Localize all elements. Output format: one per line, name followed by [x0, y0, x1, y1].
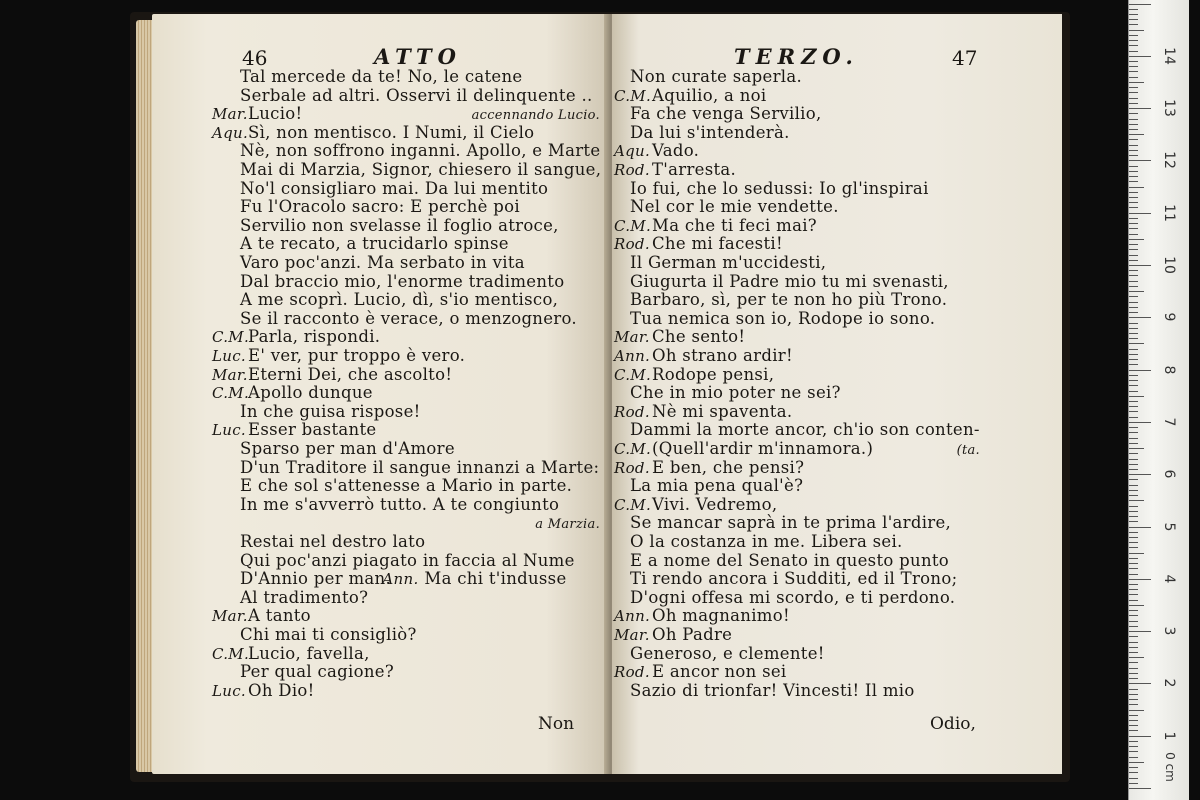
ruler-tick [1129, 129, 1138, 130]
ruler-tick [1129, 40, 1138, 41]
ruler-tick [1129, 265, 1151, 266]
speaker-label: C.M. [614, 440, 652, 458]
ruler-tick [1129, 605, 1144, 606]
ruler-tick [1129, 652, 1138, 653]
ruler-tick [1129, 689, 1138, 690]
ruler-number: 11 [1161, 203, 1177, 222]
ruler-tick [1129, 401, 1138, 402]
ruler-tick [1129, 636, 1138, 637]
ruler-tick [1129, 375, 1138, 376]
catchword: Non [538, 714, 575, 734]
ruler-number: 2 [1161, 678, 1177, 688]
ruler-tick [1129, 155, 1138, 156]
page-number-left: 46 [242, 46, 268, 70]
ruler-number: 9 [1161, 312, 1177, 322]
ruler-tick [1129, 464, 1138, 465]
ruler-tick [1129, 746, 1138, 747]
ruler-tick [1129, 207, 1138, 208]
speaker-label: Ann. [382, 570, 419, 589]
verse-line: Apollo dunque [248, 383, 373, 403]
ruler-tick [1129, 568, 1138, 569]
ruler-tick [1129, 547, 1138, 548]
right-page [612, 14, 1062, 774]
ruler-tick [1129, 694, 1138, 695]
speaker-label: Mar. [614, 328, 650, 347]
ruler-number: 1 [1161, 731, 1177, 741]
speaker-label: C.M. [212, 644, 250, 663]
speaker-label: Rod. [614, 235, 650, 254]
verse-line: Nè mi spaventa. [652, 401, 793, 421]
ruler-number: 10 [1161, 256, 1177, 274]
ruler-tick [1129, 757, 1138, 758]
ruler-tick [1129, 35, 1138, 36]
ruler-tick [1129, 720, 1138, 721]
ruler-number: 12 [1161, 151, 1177, 170]
ruler-tick [1129, 417, 1138, 418]
ruler-tick [1129, 683, 1151, 684]
ruler-tick [1129, 181, 1138, 182]
ruler-tick [1129, 92, 1138, 93]
ruler-tick [1129, 333, 1138, 334]
ruler-tick [1129, 286, 1138, 287]
verse-line: Aquilio, a noi [652, 85, 767, 105]
ruler-tick [1129, 4, 1151, 5]
ruler-tick [1129, 171, 1138, 172]
ruler-tick [1129, 103, 1138, 104]
ruler-tick [1129, 422, 1151, 423]
ruler-tick [1129, 479, 1138, 480]
ruler-tick [1129, 187, 1144, 188]
ruler-tick [1129, 495, 1138, 496]
ruler-tick [1129, 385, 1138, 386]
verse-line: Parla, rispondi. [248, 327, 381, 347]
verse-line: Lucio! [248, 104, 303, 124]
ruler-tick [1129, 406, 1138, 407]
verse-line: Ma che ti feci mai? [652, 215, 817, 235]
ruler-tick [1129, 642, 1138, 643]
ruler-tick [1129, 14, 1138, 15]
verse-line: Per qual cagione? [240, 662, 394, 682]
ruler-tick [1129, 359, 1138, 360]
verse-line: Tal mercede da te! No, le catene [240, 67, 523, 86]
ruler-tick [1129, 270, 1138, 271]
ruler-tick [1129, 317, 1151, 318]
ruler-tick [1129, 506, 1138, 507]
verse-line: Oh strano ardir! [652, 346, 793, 365]
ruler-tick [1129, 98, 1138, 99]
ruler-tick [1129, 312, 1138, 313]
verse-line: Barbaro, sì, per te non ho più Trono. [630, 290, 948, 310]
ruler-tick [1129, 772, 1138, 773]
ruler-tick [1129, 45, 1138, 46]
ruler-number: 6 [1161, 469, 1177, 479]
speaker-label: Luc. [212, 681, 246, 700]
ruler-tick [1129, 432, 1138, 433]
speaker-label: C.M. [212, 328, 250, 347]
ruler-tick [1129, 474, 1151, 475]
ruler-tick [1129, 160, 1151, 161]
verse-line: Oh magnanimo! [652, 606, 790, 626]
ruler-tick [1129, 589, 1138, 590]
ruler-tick [1129, 56, 1151, 57]
verse-line: Io fui, che lo sedussi: Io gl'inspirai [630, 178, 929, 198]
ruler-tick [1129, 281, 1138, 282]
speaker-label: Mar. [212, 365, 248, 384]
verse-line: T'arresta. [652, 160, 737, 179]
ruler-tick [1129, 631, 1151, 632]
ruler-tick [1129, 119, 1138, 120]
running-header-left: ATTO [374, 44, 462, 69]
ruler-tick [1129, 621, 1138, 622]
ruler-tick [1129, 223, 1138, 224]
ruler-tick [1129, 527, 1151, 528]
ruler-tick [1129, 239, 1144, 240]
verse-line: E che sol s'attenesse a Mario in parte. [240, 476, 573, 496]
verse-line: E ancor non sei [652, 662, 787, 682]
ruler-tick [1129, 249, 1138, 250]
ruler-tick [1129, 579, 1151, 580]
speaker-label: C.M. [614, 495, 652, 514]
speaker-label: Luc. [212, 347, 246, 365]
speaker-label: Ann. [614, 347, 651, 365]
speaker-label: Aqu. [614, 142, 651, 161]
ruler-tick [1129, 244, 1138, 245]
speaker-label: Rod. [614, 402, 650, 421]
ruler-tick [1129, 610, 1138, 611]
ruler-tick [1129, 82, 1144, 83]
ruler-tick [1129, 532, 1138, 533]
verse-line: Che sento! [652, 327, 746, 347]
measuring-ruler [1128, 0, 1189, 800]
speaker-label: C.M. [614, 216, 652, 235]
ruler-tick [1129, 704, 1138, 705]
ruler-tick [1129, 600, 1138, 601]
ruler-tick [1129, 296, 1138, 297]
ruler-tick [1129, 762, 1144, 763]
ruler-tick [1129, 668, 1138, 669]
verse-line: In me s'avverrò tutto. A te congiunto [240, 494, 560, 514]
verse-line: Esser bastante [248, 420, 377, 440]
ruler-tick [1129, 511, 1138, 512]
verse-line: Tua nemica son io, Rodope io sono. [630, 308, 936, 328]
ruler-number: 7 [1161, 417, 1177, 427]
verse-line: Chi mai ti consigliò? [240, 625, 417, 644]
page-number-right: 47 [952, 46, 978, 70]
ruler-tick [1129, 218, 1138, 219]
ruler-tick [1129, 741, 1138, 742]
verse-line: Serbale ad altri. Osservi il delinquente .. [240, 85, 593, 105]
ruler-tick [1129, 150, 1138, 151]
speaker-label: C.M. [614, 86, 652, 105]
ruler-tick [1129, 715, 1138, 716]
verse-line: Eterni Dei, che ascolto! [248, 364, 453, 384]
ruler-tick [1129, 500, 1144, 501]
speaker-label: C.M. [212, 384, 250, 403]
ruler-tick [1129, 202, 1138, 203]
ruler-tick [1129, 323, 1138, 324]
ruler-tick [1129, 459, 1138, 460]
verse-line: Da lui s'intenderà. [630, 122, 790, 142]
ruler-tick [1129, 343, 1144, 344]
ruler-tick [1129, 9, 1138, 10]
ruler-tick [1129, 19, 1138, 20]
ruler-tick [1129, 788, 1151, 789]
verse-line: Sparso per man d'Amore [240, 439, 455, 458]
ruler-tick [1129, 778, 1138, 779]
ruler-tick [1129, 730, 1138, 731]
ruler-tick [1129, 516, 1138, 517]
ruler-tick [1129, 584, 1138, 585]
verse-line: A me scoprì. Lucio, dì, s'io mentisco, [240, 290, 559, 310]
ruler-tick [1129, 427, 1138, 428]
ruler-tick [1129, 626, 1138, 627]
verse-line: Generoso, e clemente! [630, 643, 825, 663]
verse-line: D'ogni offesa mi scordo, e ti perdono. [630, 587, 956, 607]
ruler-tick [1129, 558, 1138, 559]
verse-line: Nel cor le mie vendette. [630, 197, 839, 217]
speaker-label: Mar. [212, 607, 248, 626]
speaker-label: Rod. [614, 161, 650, 179]
verse-line: La mia pena qual'è? [630, 476, 804, 496]
ruler-tick [1129, 662, 1138, 663]
ruler-number: 3 [1161, 626, 1177, 636]
ruler-tick [1129, 213, 1151, 214]
ruler-tick [1129, 380, 1138, 381]
ruler-tick [1129, 767, 1138, 768]
ruler-tick [1129, 307, 1138, 308]
verse-line: Dal braccio mio, l'enorme tradimento [240, 271, 565, 291]
catchword: Odio, [930, 714, 976, 734]
stage-direction: a Marzia. [535, 517, 600, 533]
verse-line: Rodope pensi, [652, 364, 775, 384]
ruler-tick [1129, 139, 1138, 140]
verse-line: A tanto [248, 606, 311, 626]
ruler-number: 14 [1161, 46, 1177, 65]
verse-line: Lucio, favella, [248, 643, 370, 663]
ruler-tick [1129, 469, 1138, 470]
verse-line: Giugurta il Padre mio tu mi svenasti, [630, 271, 949, 291]
ruler-tick [1129, 354, 1138, 355]
verse-line: Oh Dio! [248, 680, 315, 700]
speaker-label: C.M. [614, 365, 652, 384]
ruler-tick [1129, 71, 1138, 72]
ruler-tick [1129, 338, 1138, 339]
verse-line: Il German m'uccidesti, [630, 253, 827, 272]
ruler-tick [1129, 349, 1138, 350]
verse-line: Oh Padre [652, 625, 733, 644]
ruler-tick [1129, 302, 1138, 303]
speaker-label: Mar. [614, 626, 650, 644]
verse-line: Fu l'Oracolo sacro: E perchè poi [240, 197, 520, 217]
ruler-number: 5 [1161, 522, 1177, 531]
ruler-tick [1129, 574, 1138, 575]
running-header-right: TERZO. [734, 44, 859, 69]
ruler-tick [1129, 176, 1138, 177]
ruler-tick [1129, 438, 1138, 439]
ruler-tick [1129, 783, 1138, 784]
verse-line: Al tradimento? [240, 587, 369, 607]
verse-line: Vivi. Vedremo, [652, 494, 778, 514]
ruler-tick [1129, 751, 1138, 752]
ruler-tick [1129, 553, 1144, 554]
ruler-tick [1129, 443, 1138, 444]
ruler-tick [1129, 61, 1138, 62]
ruler-tick [1129, 51, 1138, 52]
verse-line: Servilio non svelasse il foglio atroce, [240, 215, 559, 235]
ruler-tick [1129, 113, 1138, 114]
verse-line: Fa che venga Servilio, [630, 104, 822, 124]
ruler-tick [1129, 108, 1151, 109]
verse-line: Restai nel destro lato [240, 532, 426, 551]
left-page [152, 14, 610, 774]
ruler-tick [1129, 255, 1138, 256]
stage-direction: (ta. [956, 443, 980, 458]
ruler-tick [1129, 234, 1138, 235]
verse-line: Che in mio poter ne sei? [630, 383, 841, 403]
verse-line: No'l consigliaro mai. Da lui mentito [240, 178, 549, 198]
ruler-tick [1129, 124, 1138, 125]
ruler-tick [1129, 453, 1138, 454]
speaker-label: Luc. [212, 421, 246, 440]
verse-line: O la costanza in me. Libera sei. [630, 532, 903, 551]
verse-line: E a nome del Senato in questo punto [630, 550, 950, 570]
stage-direction: accennando Lucio. [471, 108, 600, 124]
ruler-tick [1129, 485, 1138, 486]
verse-line: Non curate saperla. [630, 67, 803, 86]
speaker-label: Aqu. [212, 123, 249, 142]
ruler-tick [1129, 521, 1138, 522]
verse-line: (Quell'ardir m'innamora.) [652, 439, 874, 458]
verse-line: In che guisa rispose! [240, 401, 421, 421]
ruler-number: 4 [1161, 574, 1177, 584]
verse-line: Qui poc'anzi piagato in faccia al Nume [240, 550, 575, 570]
ruler-tick [1129, 673, 1138, 674]
ruler-unit-label: 0 cm [1162, 752, 1177, 782]
speaker-label: Ann. [614, 607, 651, 626]
ruler-tick [1129, 260, 1138, 261]
verse-line: Ma chi t'indusse [424, 569, 567, 589]
ruler-tick [1129, 615, 1138, 616]
verse-line: A te recato, a trucidarlo spinse [240, 234, 509, 254]
ruler-tick [1129, 66, 1138, 67]
ruler-tick [1129, 391, 1138, 392]
ruler-number: 8 [1161, 365, 1177, 375]
ruler-tick [1129, 736, 1151, 737]
ruler-tick [1129, 699, 1138, 700]
ruler-tick [1129, 228, 1138, 229]
ruler-tick [1129, 275, 1138, 276]
speaker-label: Mar. [212, 105, 248, 124]
verse-line: Nè, non soffrono inganni. Apollo, e Marte [240, 141, 601, 161]
speaker-label: Rod. [614, 663, 650, 682]
ruler-tick [1129, 24, 1138, 25]
verse-line: E' ver, pur troppo è vero. [248, 346, 466, 365]
ruler-tick [1129, 710, 1144, 711]
ruler-tick [1129, 594, 1138, 595]
ruler-tick [1129, 30, 1144, 31]
ruler-tick [1129, 370, 1151, 371]
ruler-tick [1129, 448, 1144, 449]
verse-line: Vado. [652, 141, 700, 161]
verse-line: D'Annio per man. [240, 569, 392, 589]
ruler-tick [1129, 197, 1138, 198]
verse-line: Se mancar saprà in te prima l'ardire, [630, 513, 952, 533]
ruler-tick [1129, 77, 1138, 78]
verse-line: Mai di Marzia, Signor, chiesero il sangue, [240, 160, 602, 179]
verse-line: E ben, che pensi? [652, 457, 805, 477]
ruler-number: 13 [1161, 99, 1177, 117]
ruler-tick [1129, 166, 1138, 167]
ruler-tick [1129, 725, 1138, 726]
verse-line: Sazio di trionfar! Vincesti! Il mio [630, 680, 915, 700]
speaker-label: Rod. [614, 458, 650, 477]
ruler-tick [1129, 145, 1138, 146]
ruler-tick [1129, 657, 1144, 658]
verse-line: Varo poc'anzi. Ma serbato in vita [240, 253, 525, 272]
ruler-tick [1129, 411, 1138, 412]
ruler-tick [1129, 537, 1138, 538]
verse-line: Sì, non mentisco. I Numi, il Cielo [248, 122, 535, 142]
ruler-tick [1129, 542, 1138, 543]
verse-line: Se il racconto è verace, o menzognero. [240, 308, 577, 328]
ruler-tick [1129, 396, 1144, 397]
ruler-tick [1129, 647, 1138, 648]
verse-line: Che mi facesti! [652, 234, 783, 254]
ruler-tick [1129, 678, 1138, 679]
verse-line: Dammi la morte ancor, ch'io son conten- [630, 420, 980, 440]
verse-line: Ti rendo ancora i Sudditi, ed il Trono; [630, 569, 958, 589]
ruler-tick [1129, 563, 1138, 564]
ruler-tick [1129, 490, 1138, 491]
ruler-tick [1129, 192, 1138, 193]
ruler-tick [1129, 87, 1138, 88]
ruler-tick [1129, 134, 1144, 135]
ruler-tick [1129, 328, 1138, 329]
ruler-tick [1129, 291, 1144, 292]
ruler-tick [1129, 364, 1138, 365]
verse-line: D'un Traditore il sangue innanzi a Marte: [240, 457, 600, 477]
